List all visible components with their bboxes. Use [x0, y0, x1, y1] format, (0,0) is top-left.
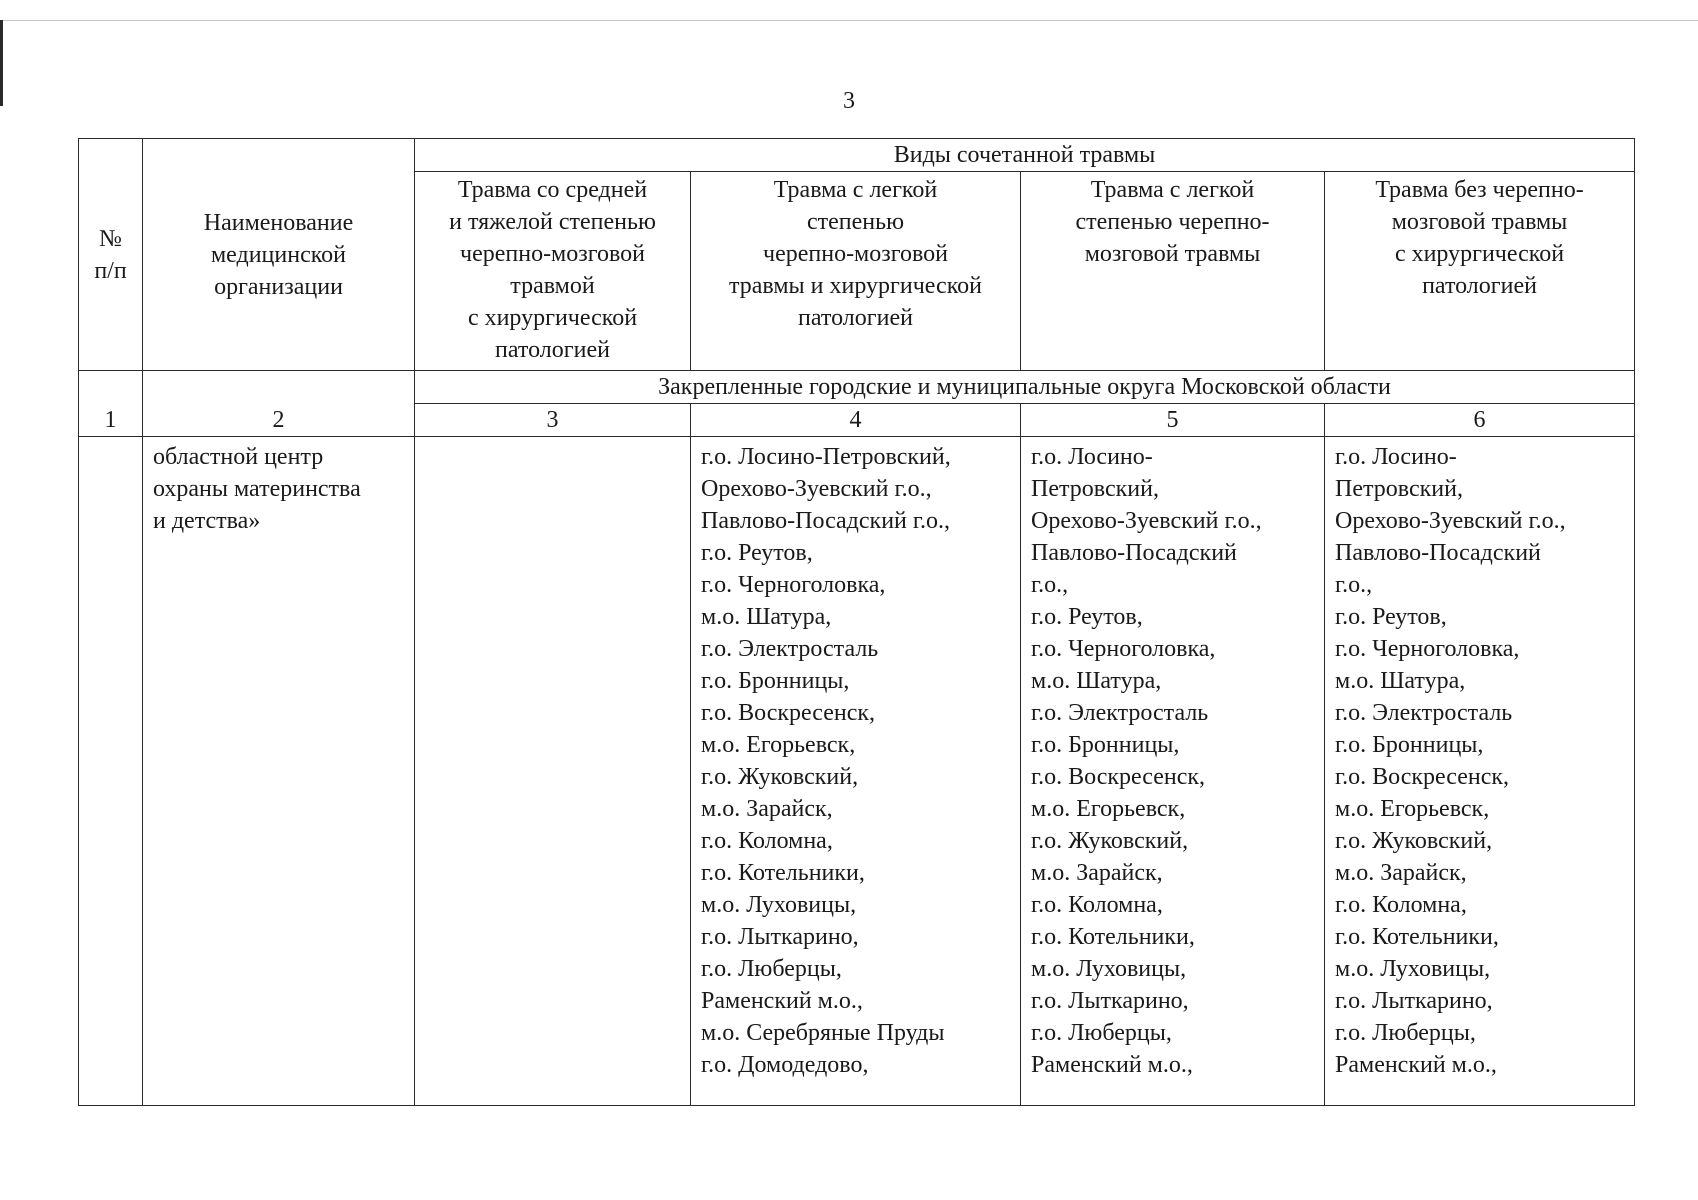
district-line: м.о. Луховицы,	[1031, 956, 1187, 982]
header-type-2	[691, 172, 1021, 371]
district-line: г.о. Реутов,	[701, 540, 813, 566]
district-line: м.о. Зарайск,	[1031, 860, 1163, 886]
district-line: г.о. Электросталь	[1031, 700, 1209, 726]
district-line: г.о. Лыткарино,	[1335, 988, 1493, 1014]
district-line: м.о. Егорьевск,	[1335, 796, 1490, 822]
header-org-line: организации	[214, 273, 343, 300]
row-col6-cell	[1325, 437, 1635, 1106]
district-line: Павлово-Посадский	[1335, 540, 1541, 566]
header-type-3	[1021, 172, 1325, 371]
header-type-line: с хирургической	[1394, 241, 1565, 267]
header-type-1	[415, 172, 691, 371]
header-group-title: Виды сочетанной травмы	[415, 139, 1635, 172]
header-type-line: травмой	[510, 273, 595, 299]
trauma-table	[78, 138, 1635, 1106]
district-line: г.о. Котельники,	[1335, 924, 1499, 950]
district-line: Орехово-Зуевский г.о.,	[1335, 508, 1566, 534]
district-line: г.о. Котельники,	[1031, 924, 1195, 950]
row-col3-cell	[415, 437, 691, 1106]
district-line: г.о. Лыткарино,	[701, 924, 859, 950]
col-number-3: 3	[415, 404, 691, 437]
district-line: г.о. Бронницы,	[701, 668, 850, 694]
district-line: г.о. Черноголовка,	[701, 572, 886, 598]
district-line: м.о. Шатура,	[701, 604, 832, 630]
district-line: г.о. Воскресенск,	[1031, 764, 1206, 790]
col-number-1: 1	[79, 371, 143, 437]
district-line: г.о. Люберцы,	[1335, 1020, 1476, 1046]
header-type-line: Травма с легкой	[1090, 177, 1255, 203]
district-line: г.о. Люберцы,	[701, 956, 842, 982]
header-type-4	[1325, 172, 1635, 371]
col-number-5: 5	[1021, 404, 1325, 437]
district-line: м.о. Зарайск,	[701, 796, 833, 822]
district-line: г.о. Воскресенск,	[701, 700, 876, 726]
header-type-line: Травма без черепно-	[1375, 177, 1584, 203]
header-type-line: Травма с легкой	[773, 177, 938, 203]
header-type-line: степенью	[806, 209, 904, 235]
org-name-line: областной центр	[153, 444, 324, 470]
row-col4-cell	[691, 437, 1021, 1106]
col-number-6: 6	[1325, 404, 1635, 437]
district-line: г.о.,	[1335, 572, 1373, 598]
district-line: г.о. Коломна,	[1335, 892, 1467, 918]
subheader-title: Закрепленные городские и муниципальные округа Московской области	[415, 371, 1635, 404]
district-line: Павлово-Посадский	[1031, 540, 1237, 566]
district-line: г.о. Лосино-	[1335, 444, 1457, 470]
district-line: м.о. Луховицы,	[1335, 956, 1491, 982]
district-line: г.о. Домодедово,	[701, 1052, 869, 1078]
header-type-line: мозговой травмы	[1391, 209, 1568, 235]
district-line: м.о. Луховицы,	[701, 892, 857, 918]
col-number-4: 4	[691, 404, 1021, 437]
district-line: Раменский м.о.,	[1031, 1052, 1193, 1078]
org-name-line: охраны материнства	[153, 476, 361, 502]
district-line: г.о. Реутов,	[1335, 604, 1447, 630]
district-line: м.о. Шатура,	[1335, 668, 1466, 694]
district-line: г.о. Воскресенск,	[1335, 764, 1510, 790]
district-line: г.о. Электросталь	[701, 636, 879, 662]
header-num-cell	[79, 139, 143, 371]
scan-edge-line	[0, 20, 1698, 21]
header-type-line: патологией	[1422, 273, 1537, 299]
district-line: г.о. Лыткарино,	[1031, 988, 1189, 1014]
header-type-line: патологией	[798, 305, 913, 331]
district-line: Павлово-Посадский г.о.,	[701, 508, 951, 534]
district-line: г.о. Черноголовка,	[1031, 636, 1216, 662]
district-line: г.о. Лосино-Петровский,	[701, 444, 951, 470]
district-line: м.о. Шатура,	[1031, 668, 1162, 694]
district-line: г.о. Жуковский,	[1031, 828, 1189, 854]
header-type-line: степенью черепно-	[1075, 209, 1270, 235]
district-line: Раменский м.о.,	[1335, 1052, 1497, 1078]
table-row	[79, 437, 1635, 1106]
district-line: г.о. Черноголовка,	[1335, 636, 1520, 662]
header-type-line: травмы и хирургической	[729, 273, 982, 299]
header-org-cell	[143, 139, 415, 371]
district-line: г.о. Реутов,	[1031, 604, 1143, 630]
subheader-row	[79, 371, 1635, 404]
district-line: Петровский,	[1335, 476, 1463, 502]
district-line: м.о. Егорьевск,	[701, 732, 856, 758]
district-line: Орехово-Зуевский г.о.,	[701, 476, 932, 502]
district-line: г.о. Коломна,	[1031, 892, 1163, 918]
district-line: м.о. Егорьевск,	[1031, 796, 1186, 822]
district-line: г.о. Котельники,	[701, 860, 865, 886]
district-line: г.о. Коломна,	[701, 828, 833, 854]
district-line: Орехово-Зуевский г.о.,	[1031, 508, 1262, 534]
district-line: г.о. Жуковский,	[701, 764, 859, 790]
district-line: г.о. Жуковский,	[1335, 828, 1493, 854]
district-line: г.о. Бронницы,	[1031, 732, 1180, 758]
header-type-line: Травма со средней	[457, 177, 648, 203]
header-type-line: черепно-мозговой	[460, 241, 645, 267]
row-num-cell	[79, 437, 143, 1106]
header-row-group	[79, 139, 1635, 172]
district-line: м.о. Зарайск,	[1335, 860, 1467, 886]
district-line: г.о. Лосино-	[1031, 444, 1153, 470]
col-number-2: 2	[143, 371, 415, 437]
header-type-line: черепно-мозговой	[763, 241, 948, 267]
district-line: г.о.,	[1031, 572, 1069, 598]
row-org-cell	[143, 437, 415, 1106]
header-type-line: и тяжелой степенью	[449, 209, 656, 235]
district-line: м.о. Серебряные Пруды	[701, 1020, 945, 1046]
org-name-line: и детства»	[153, 508, 261, 534]
row-col5-cell	[1021, 437, 1325, 1106]
page-number: 3	[843, 88, 855, 114]
district-line: г.о. Люберцы,	[1031, 1020, 1172, 1046]
header-num-label: № п/п	[94, 225, 127, 284]
header-type-line: патологией	[495, 337, 610, 363]
district-line: Петровский,	[1031, 476, 1159, 502]
header-org-line: Наименование	[203, 209, 354, 236]
district-line: Раменский м.о.,	[701, 988, 863, 1014]
header-type-line: с хирургической	[467, 305, 638, 331]
district-line: г.о. Бронницы,	[1335, 732, 1484, 758]
header-org-line: медицинской	[210, 241, 347, 268]
district-line: г.о. Электросталь	[1335, 700, 1513, 726]
header-type-line: мозговой травмы	[1084, 241, 1261, 267]
